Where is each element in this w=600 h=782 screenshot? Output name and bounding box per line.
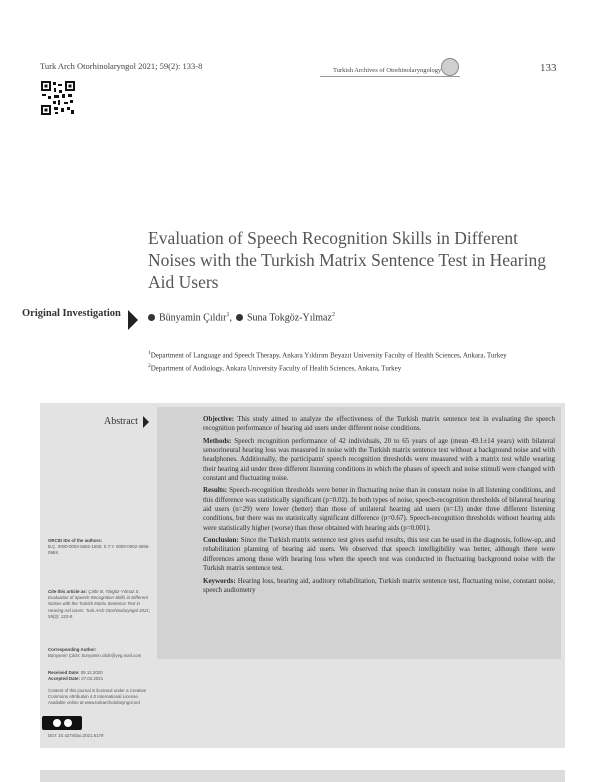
page-number: 133: [540, 62, 557, 74]
section-arrow-icon: [128, 310, 138, 330]
journal-citation: Turk Arch Otorhinolaryngol 2021; 59(2): 133-8: [40, 61, 203, 71]
orcid-icon[interactable]: [148, 314, 155, 321]
corresponding-author: Corresponding Author: Bünyamin Çıldır; bunyamin.cildir@yeg.mail.com: [48, 647, 142, 659]
journal-name: Turkish Archives of Otorhinolaryngology: [333, 67, 442, 74]
author-name: Suna Tokgöz-Yılmaz$^2$: [247, 312, 335, 324]
corresponding-email[interactable]: Bünyamin Çıldır; bunyamin.cildir@yeg.mail.com: [48, 653, 142, 659]
abstract-text: [203, 415, 555, 598]
doi[interactable]: DOI: 10.4274/tao.2021.6179: [48, 733, 104, 738]
abstract-objective: Objective: This study aimed to analyze the effectiveness of the Turkish matrix sentence test in evaluating the speech recognition performance of hearing aid users under different noise conditions.: [203, 415, 555, 433]
license-text: Content of this journal is licensed under a Creative Commons Attribution 4.0 International License. Available online at www.turkarchotolaryngol.net: [48, 688, 147, 706]
orcid-block: ORCID IDs of the authors: B.Ç. 0000-0002-5652-1650; S.T.Y. 0000-0002-4656-099X.: [48, 538, 150, 556]
abstract-results: Results: Speech-recognition thresholds were better in fluctuating noise than in constant noise in all listening conditions, and this difference was statistically significant (p=0.02). In both types of noise, speech-recognition thresholds of bilateral hearing aid users (n=29) were lower (better) than those of unilateral hearing aid users (n=13) under three different listening conditions, but there was no statistically significant difference (p=0.67). Speech-recognition thresholds without hearing aids were statistically higher (worse) than those obtained with hearing aids (p=0.001).: [203, 486, 555, 532]
header-divider: [320, 76, 460, 77]
affiliation: $^2$Department of Audiology, Ankara University Faculty of Health Sciences, Ankara, Turkey: [148, 363, 402, 373]
abstract-arrow-icon: [143, 416, 149, 428]
section-label: Original Investigation: [22, 308, 121, 319]
journal-logo-icon: [441, 58, 459, 76]
orcid-icon[interactable]: [236, 314, 243, 321]
article-title: Evaluation of Speech Recognition Skills in Different Noises with the Turkish Matrix Sentence Test in Hearing Aid Users: [148, 228, 546, 292]
abstract-keywords: Keywords: Hearing loss, hearing aid, auditory rehabilitation, Turkish matrix sentence test, fluctuating noise, constant noise, speech audiometry: [203, 576, 556, 594]
author-list: [148, 312, 335, 323]
qr-code-icon: [40, 80, 76, 116]
cite-block: Cite this article as: Çıldır B, Tokgöz-Yılmaz S. Evaluation of Speech Recognition Skills in Different Noises with the Turkish Matrix Sentence Test in Hearing Aid Users. Turk Arch Otorhinolaryngol 2021; 59(2): 133-8.: [48, 589, 151, 619]
abstract-methods: Methods: Speech recognition performance of 42 individuals, 20 to 65 years of age (mean 49.1±14 years) with bilateral sensorineural hearing loss was measured in noise with the Turkish matrix sentence test without a background noise and with headphones. Additionally, the participants' speech recognition thresholds were measured with a matrix test while wearing their hearing aid under three different listening conditions in which the phases of speech and noise stimuli were changed with constant and fluctuating noise.: [203, 436, 556, 482]
dates-block: Received Date: 09.12.2020 Accepted Date: 27.02.2021: [48, 670, 104, 682]
affiliations: [148, 348, 563, 375]
author-name: Bünyamin Çıldır$^1$,: [159, 312, 232, 324]
affiliation: $^1$Department of Language and Speech Therapy, Ankara Yıldırım Beyazıt University Faculty of Health Sciences, Ankara, Turkey: [148, 350, 507, 360]
abstract-conclusion: Conclusion: Since the Turkish matrix sentence test gives useful results, this test can be used in the diagnosis, follow-up, and rehabilitation planning of hearing aid users. We observed that speech intelligibility was better, although there were differences among those with hearing loss when the speech test was conducted in fluctuating background noise with the Turkish matrix sentence test.: [203, 536, 555, 573]
abstract-label: Abstract: [104, 416, 138, 427]
creative-commons-icon[interactable]: [42, 716, 82, 730]
footer-bar: [40, 770, 565, 782]
